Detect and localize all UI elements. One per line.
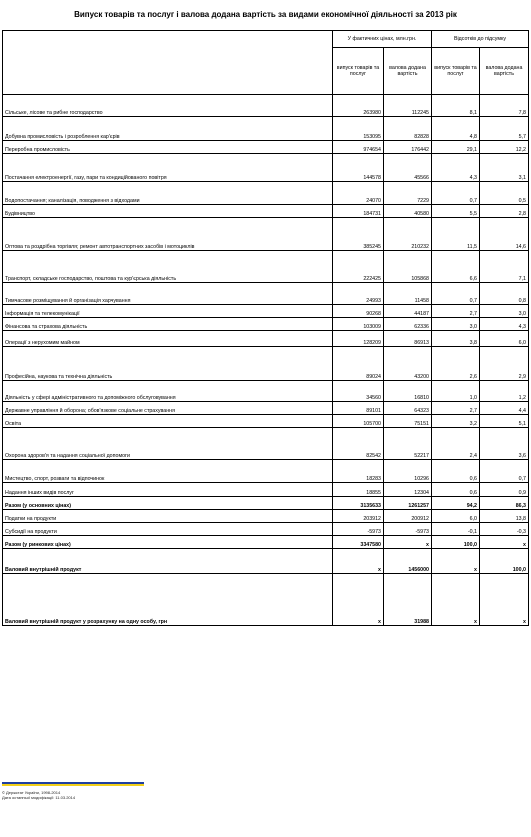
cell-gva-pct: 12,2 (480, 141, 529, 154)
cell-output-mln: 153095 (333, 117, 384, 141)
cell-row-name: Транспорт, складське господарство, поштова та кур'єрська діяльність (3, 251, 333, 283)
cell-output-pct: 4,3 (432, 154, 480, 182)
table-row (3, 141, 529, 154)
cell-output-pct: 4,8 (432, 117, 480, 141)
cell-gva-mln: 7229 (384, 182, 432, 205)
cell-gva-mln: 10296 (384, 460, 432, 483)
cell-output-pct: 0,7 (432, 283, 480, 305)
cell-output-pct: 100,0 (432, 536, 480, 549)
cell-gva-pct: 3,0 (480, 305, 529, 318)
cell-gva-pct: x (480, 536, 529, 549)
cell-gva-mln: 75151 (384, 415, 432, 428)
cell-row-name: Валовий внутрішній продукт (3, 549, 333, 574)
footer-modified: Дата останньої модифікації: 11.03.2014 (2, 795, 76, 801)
cell-output-mln: 203912 (333, 510, 384, 523)
cell-output-pct: x (432, 574, 480, 626)
cell-gva-mln: 1261257 (384, 497, 432, 510)
cell-gva-mln: 52217 (384, 428, 432, 460)
cell-output-mln: 90268 (333, 305, 384, 318)
cell-gva-pct: 0,8 (480, 283, 529, 305)
table-body (3, 95, 529, 626)
footer-yellow-stripe (2, 784, 144, 786)
cell-gva-mln: 16810 (384, 381, 432, 402)
header-group-actual-prices: У фактичних цінах, млн.грн. (333, 31, 432, 48)
table-row (3, 154, 529, 182)
table-row (3, 331, 529, 347)
table-row (3, 460, 529, 483)
cell-output-mln: 82542 (333, 428, 384, 460)
table-row (3, 381, 529, 402)
cell-gva-mln: 82828 (384, 117, 432, 141)
cell-gva-pct: 100,0 (480, 549, 529, 574)
cell-row-name: Субсидії на продукти (3, 523, 333, 536)
cell-output-mln: 103009 (333, 318, 384, 331)
cell-gva-mln: 176442 (384, 141, 432, 154)
cell-row-name: Фінансова та страхова діяльність (3, 318, 333, 331)
table-row (3, 402, 529, 415)
cell-row-name: Надання інших видів послуг (3, 483, 333, 497)
cell-row-name: Операції з нерухомим майном (3, 331, 333, 347)
cell-gva-pct: x (480, 574, 529, 626)
cell-gva-pct: 5,1 (480, 415, 529, 428)
cell-output-pct: 0,7 (432, 182, 480, 205)
header-group-percent: Відсотків до підсумку (432, 31, 529, 48)
table-row (3, 483, 529, 497)
cell-output-pct: 3,8 (432, 331, 480, 347)
cell-output-mln: 184731 (333, 205, 384, 218)
cell-output-pct: 2,7 (432, 402, 480, 415)
header-output-mln: випуск товарів та послуг (333, 48, 384, 95)
cell-output-mln: 222425 (333, 251, 384, 283)
table-row (3, 536, 529, 549)
cell-gva-pct: 2,9 (480, 347, 529, 381)
cell-gva-mln: 45566 (384, 154, 432, 182)
cell-output-mln: 974654 (333, 141, 384, 154)
cell-row-name: Освіта (3, 415, 333, 428)
cell-row-name: Оптова та роздрібна торгівля; ремонт автотранспортних засобів і мотоциклів (3, 218, 333, 251)
cell-output-pct: 6,6 (432, 251, 480, 283)
cell-output-pct: 3,2 (432, 415, 480, 428)
page-title: Випуск товарів та послуг і валова додана вартість за видами економічної діяльності за 2013 рік (74, 10, 457, 19)
cell-row-name: Валовий внутрішній продукт у розрахунку на одну особу, грн (3, 574, 333, 626)
cell-gva-pct: 3,6 (480, 428, 529, 460)
cell-gva-mln: 210232 (384, 218, 432, 251)
cell-gva-pct: 7,1 (480, 251, 529, 283)
table-row (3, 95, 529, 117)
cell-output-mln: 105700 (333, 415, 384, 428)
cell-row-name: Охорона здоров'я та надання соціальної допомоги (3, 428, 333, 460)
table-row (3, 318, 529, 331)
cell-gva-pct: 3,1 (480, 154, 529, 182)
cell-row-name: Державне управління й оборона; обов'язкове соціальне страхування (3, 402, 333, 415)
cell-gva-mln: 86913 (384, 331, 432, 347)
cell-gva-mln: 112245 (384, 95, 432, 117)
cell-output-mln: x (333, 574, 384, 626)
cell-gva-pct: 13,8 (480, 510, 529, 523)
footer (2, 782, 202, 800)
cell-gva-pct: 2,8 (480, 205, 529, 218)
table-row (3, 251, 529, 283)
cell-output-pct: -0,1 (432, 523, 480, 536)
cell-output-pct: 11,5 (432, 218, 480, 251)
cell-output-mln: 3135633 (333, 497, 384, 510)
cell-output-pct: 3,0 (432, 318, 480, 331)
cell-row-name: Разом (у основних цінах) (3, 497, 333, 510)
cell-gva-pct: 86,3 (480, 497, 529, 510)
header-gva-mln: валова додана вартість (384, 48, 432, 95)
cell-gva-mln: 1456000 (384, 549, 432, 574)
cell-gva-pct: -0,3 (480, 523, 529, 536)
cell-output-mln: 89024 (333, 347, 384, 381)
cell-output-mln: 263980 (333, 95, 384, 117)
data-table (2, 30, 529, 626)
cell-output-pct: 2,6 (432, 347, 480, 381)
table-row (3, 523, 529, 536)
cell-output-mln: 3347580 (333, 536, 384, 549)
cell-gva-pct: 6,0 (480, 331, 529, 347)
header-gva-pct: валова додана вартість (480, 48, 529, 95)
cell-output-mln: 24070 (333, 182, 384, 205)
table-row (3, 305, 529, 318)
cell-gva-mln: 44187 (384, 305, 432, 318)
cell-gva-pct: 0,5 (480, 182, 529, 205)
cell-output-pct: 5,5 (432, 205, 480, 218)
cell-output-mln: 24993 (333, 283, 384, 305)
table-row (3, 205, 529, 218)
cell-row-name: Податки на продукти (3, 510, 333, 523)
header-output-pct: випуск товарів та послуг (432, 48, 480, 95)
cell-gva-mln: 31988 (384, 574, 432, 626)
table-row (3, 182, 529, 205)
header-blank (3, 31, 333, 95)
table-row (3, 415, 529, 428)
cell-gva-mln: 200912 (384, 510, 432, 523)
cell-output-pct: 6,0 (432, 510, 480, 523)
cell-output-mln: 89101 (333, 402, 384, 415)
cell-output-mln: 18283 (333, 460, 384, 483)
cell-row-name: Тимчасове розміщування й організація харчування (3, 283, 333, 305)
footer-copyright: © Держстат України, 1998-2014 (2, 790, 61, 795)
cell-output-pct: 94,2 (432, 497, 480, 510)
cell-output-pct: 2,4 (432, 428, 480, 460)
table-row (3, 510, 529, 523)
cell-output-mln: 385245 (333, 218, 384, 251)
cell-gva-pct: 14,6 (480, 218, 529, 251)
cell-output-pct: 0,6 (432, 483, 480, 497)
table-row (3, 574, 529, 626)
cell-row-name: Разом (у ринкових цінах) (3, 536, 333, 549)
cell-row-name: Діяльність у сфері адміністративного та допоміжного обслуговування (3, 381, 333, 402)
cell-output-mln: 34560 (333, 381, 384, 402)
cell-gva-mln: 11458 (384, 283, 432, 305)
cell-gva-mln: 40580 (384, 205, 432, 218)
cell-row-name: Переробна промисловість (3, 141, 333, 154)
cell-gva-pct: 4,4 (480, 402, 529, 415)
cell-gva-pct: 5,7 (480, 117, 529, 141)
cell-output-mln: 18855 (333, 483, 384, 497)
cell-output-pct: 29,1 (432, 141, 480, 154)
cell-row-name: Будівництво (3, 205, 333, 218)
cell-output-mln: x (333, 549, 384, 574)
cell-row-name: Сільське, лісове та рибне господарство (3, 95, 333, 117)
cell-gva-mln: 43200 (384, 347, 432, 381)
cell-gva-mln: 105868 (384, 251, 432, 283)
cell-output-pct: 0,6 (432, 460, 480, 483)
table-row (3, 117, 529, 141)
cell-output-pct: 2,7 (432, 305, 480, 318)
table-row (3, 497, 529, 510)
cell-gva-mln: 12304 (384, 483, 432, 497)
cell-output-mln: -5973 (333, 523, 384, 536)
cell-output-pct: 8,1 (432, 95, 480, 117)
cell-row-name: Водопостачання; каналізація, поводження з відходами (3, 182, 333, 205)
cell-row-name: Мистецтво, спорт, розваги та відпочинок (3, 460, 333, 483)
cell-gva-pct: 7,8 (480, 95, 529, 117)
cell-row-name: Професійна, наукова та технічна діяльність (3, 347, 333, 381)
cell-gva-mln: 62336 (384, 318, 432, 331)
cell-output-pct: 1,0 (432, 381, 480, 402)
table-row (3, 549, 529, 574)
cell-row-name: Постачання електроенергії, газу, пари та кондиційованого повітря (3, 154, 333, 182)
cell-gva-pct: 0,7 (480, 460, 529, 483)
cell-gva-pct: 0,9 (480, 483, 529, 497)
cell-gva-pct: 4,3 (480, 318, 529, 331)
table-row (3, 218, 529, 251)
table-row (3, 283, 529, 305)
cell-output-mln: 144578 (333, 154, 384, 182)
cell-row-name: Добувна промисловість і розроблення кар'єрів (3, 117, 333, 141)
cell-gva-mln: 64323 (384, 402, 432, 415)
cell-output-mln: 128209 (333, 331, 384, 347)
cell-row-name: Інформація та телекомунікації (3, 305, 333, 318)
cell-gva-mln: -5973 (384, 523, 432, 536)
cell-gva-mln: x (384, 536, 432, 549)
table-row (3, 428, 529, 460)
cell-output-pct: x (432, 549, 480, 574)
table-row (3, 347, 529, 381)
cell-gva-pct: 1,2 (480, 381, 529, 402)
